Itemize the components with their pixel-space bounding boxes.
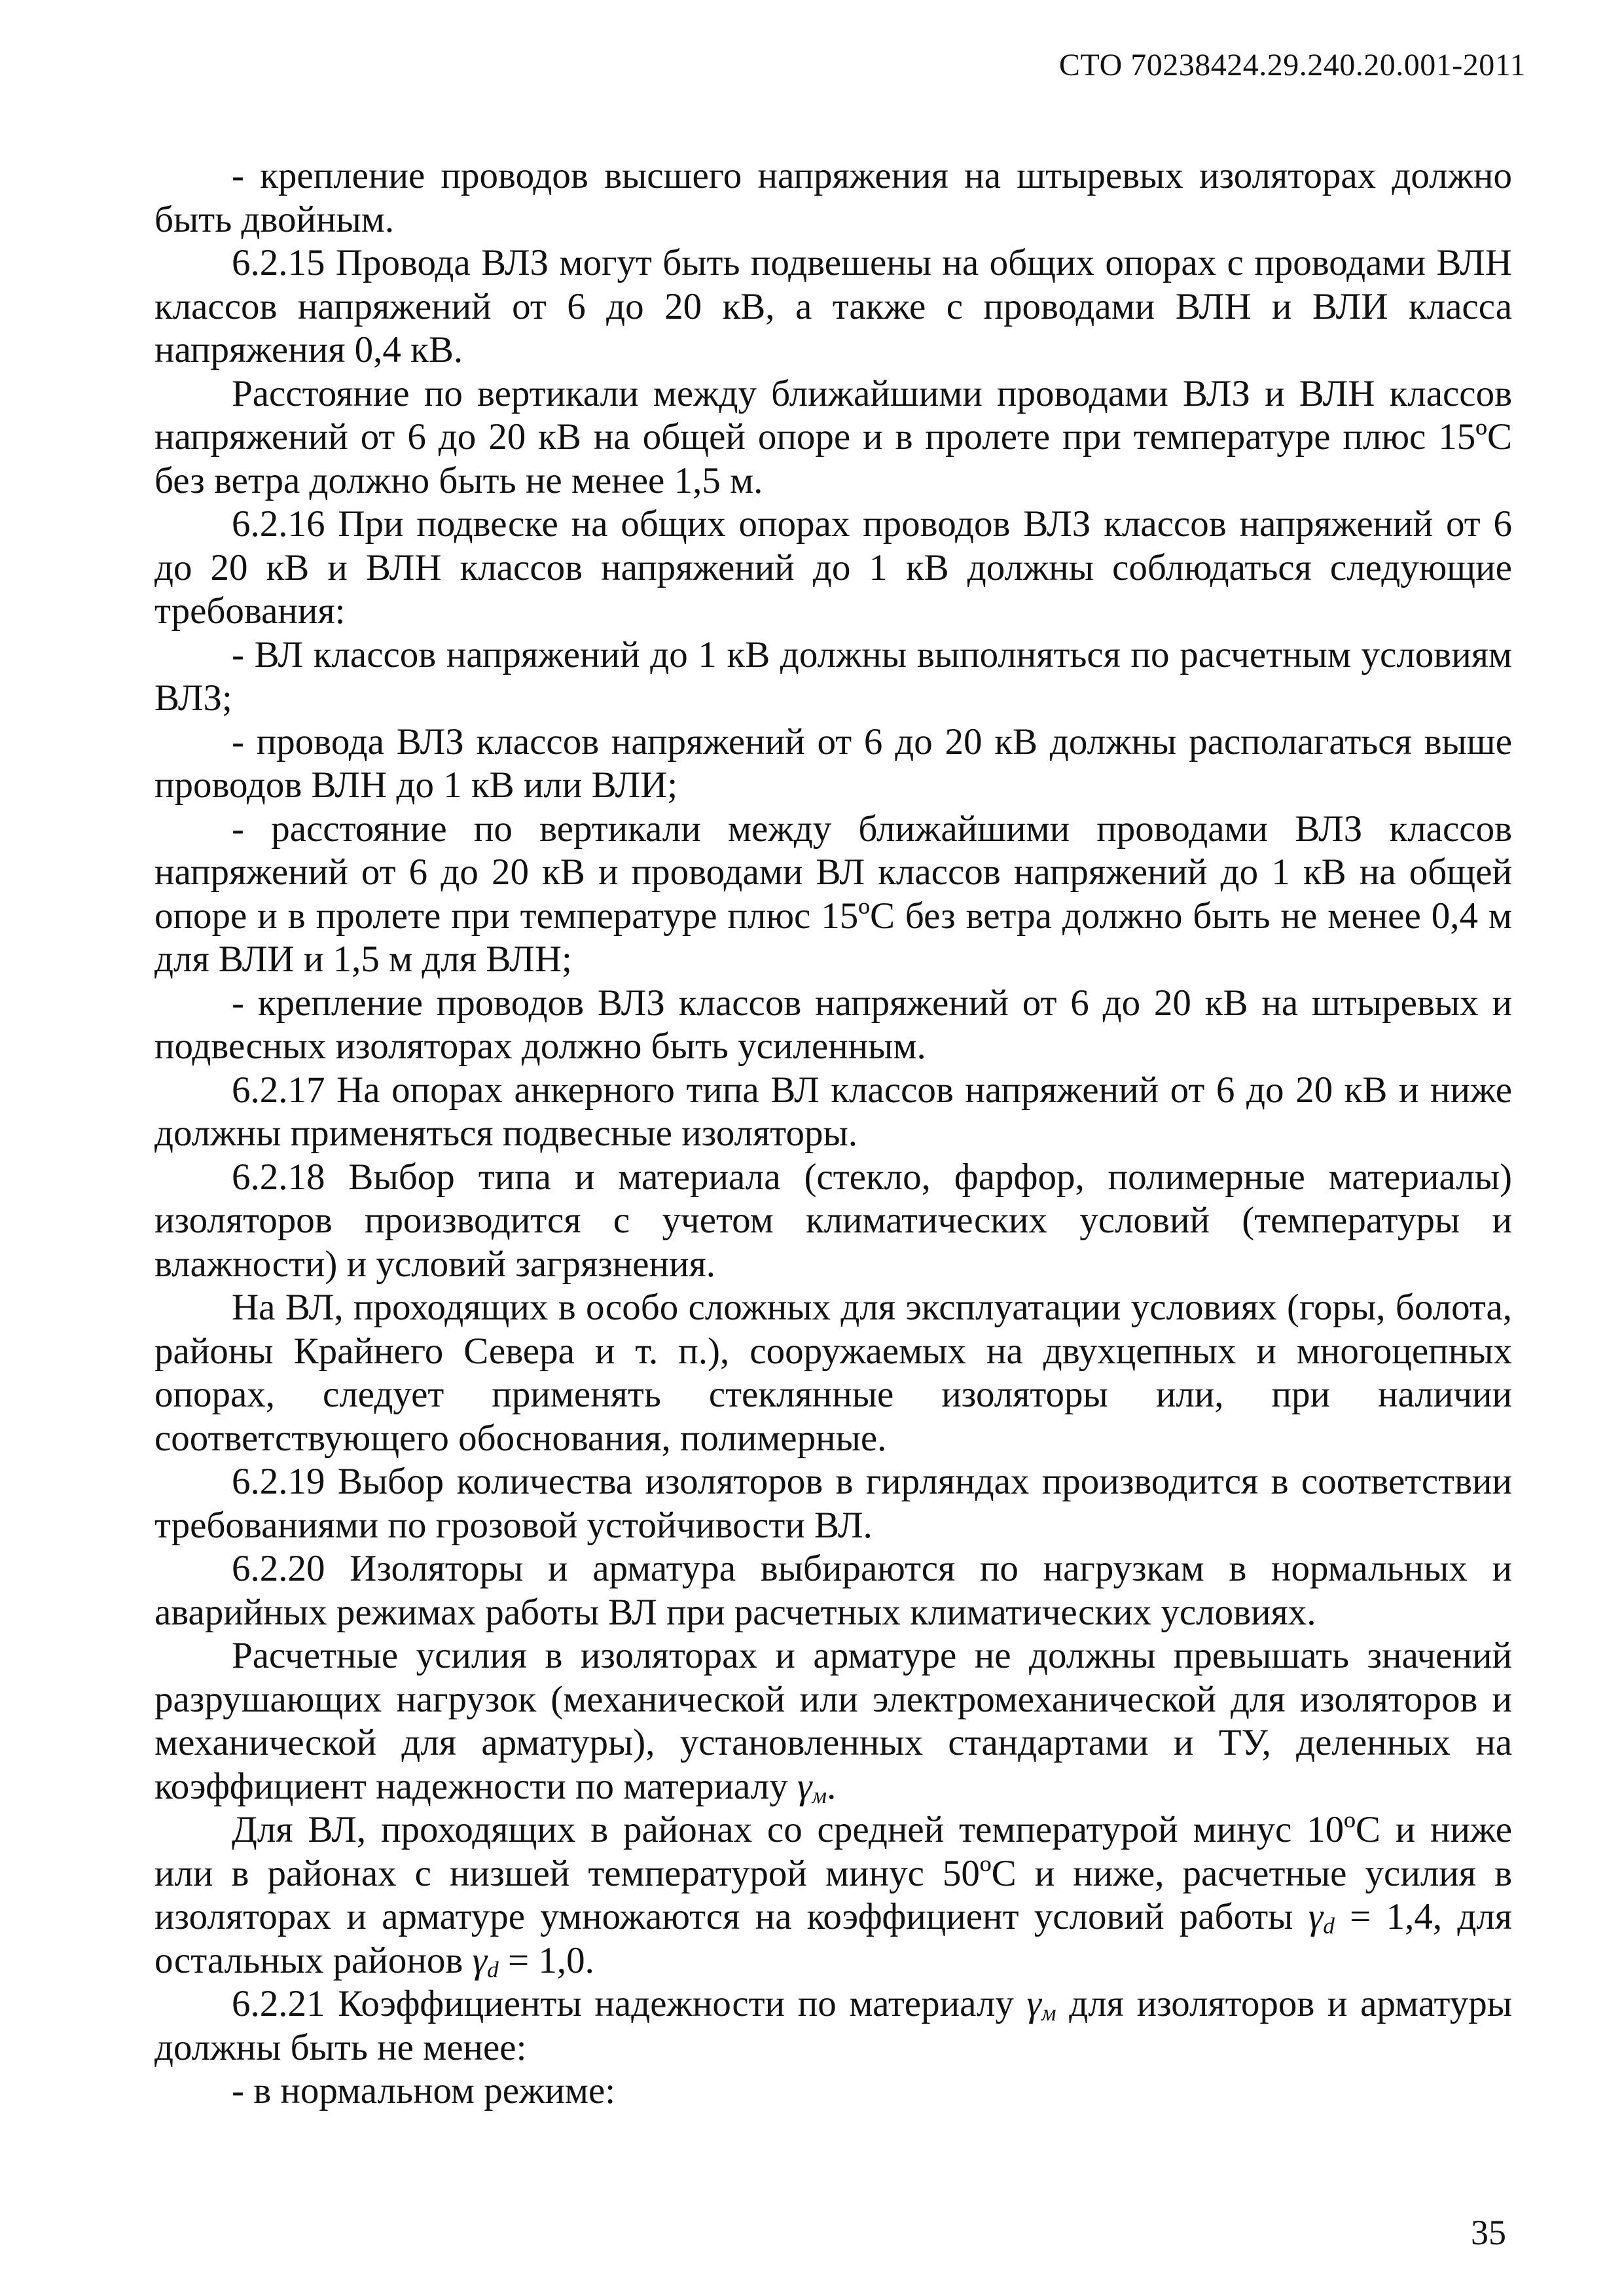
paragraph-vertical-distance-vlz-vln: Расстояние по вертикали между ближайшими проводами ВЛЗ и ВЛН классов напряжений от 6 до 20 кВ на общей опоре и в пролете при температуре плюс 15ºС без ветра должно быть не менее 1,5 м.: [154, 372, 1512, 501]
paragraph-6-2-16: 6.2.16 При подвеске на общих опорах проводов ВЛЗ классов напряжений от 6 до 20 кВ и ВЛН классов напряжений до 1 кВ должны соблюдаться следующие требования:: [154, 503, 1512, 632]
list-item-vlz-wires-above: - провода ВЛЗ классов напряжений от 6 до 20 кВ должны располагаться выше проводов ВЛН до 1 кВ или ВЛИ;: [154, 721, 1512, 806]
paragraph-6-2-18: 6.2.18 Выбор типа и материала (стекло, фарфор, полимерные материалы) изоляторов производится с учетом климатических условий (температуры и влажности) и условий загрязнения.: [154, 1156, 1512, 1285]
design-forces-text: Расчетные усилия в изоляторах и арматуре не должны превышать значений разрушающих нагрузок (механической или электромеханической для изоляторов и механической для арматуры), установленных стандартами и ТУ, деленных на коэффициент надежности по материалу: [154, 1635, 1512, 1807]
paragraph-6-2-21: 6.2.21 Коэффициенты надежности по материалу $\gamma_м$ для изоляторов и арматуры должны быть не менее:: [154, 1983, 1513, 2068]
reliability-coefficients-text: 6.2.21 Коэффициенты надежности по материалу: [232, 1983, 1014, 2024]
list-item-normal-mode: - в нормальном режиме:: [232, 2070, 616, 2111]
page-number: 35: [1471, 2213, 1506, 2252]
paragraph-design-forces: Расчетные усилия в изоляторах и арматуре не должны превышать значений разрушающих нагрузок (механической или электромеханической для изоляторов и механической для арматуры), установленных стандартами и ТУ, деленных на коэффициент надежности по материалу $\gamma_м$.: [154, 1635, 1512, 1808]
gamma-d-symbol: $\gamma_d$: [1308, 1896, 1335, 1939]
list-item-reinforced-fastening: - крепление проводов ВЛЗ классов напряжений от 6 до 20 кВ на штыревых и подвесных изоляторах должно быть усиленным.: [154, 982, 1512, 1067]
paragraph-work-conditions-coefficient: Для ВЛ, проходящих в районах со средней температурой минус 10ºС и ниже или в районах с низшей температурой минус 50ºС и ниже, расчетные усилия в изоляторах и арматуре умножаются на коэффициент условий работы $\gamma_d = 1,4$, для остальных районов $\gamma_d = 1,0$.: [154, 1809, 1513, 1982]
paragraph-6-2-20: 6.2.20 Изоляторы и арматура выбираются по нагрузкам в нормальных и аварийных режимах работы ВЛ при расчетных климатических условиях.: [154, 1548, 1512, 1633]
paragraph-6-2-17: 6.2.17 На опорах анкерного типа ВЛ классов напряжений от 6 до 20 кВ и ниже должны применяться подвесные изоляторы.: [154, 1069, 1512, 1154]
document-body: [154, 154, 1512, 2113]
document-code-header: СТО 70238424.29.240.20.001-2011: [1058, 48, 1526, 82]
paragraph-difficult-conditions: На ВЛ, проходящих в особо сложных для эксплуатации условиях (горы, болота, районы Крайнего Севера и т. п.), сооружаемых на двухцепных и многоцепных опорах, следует применять стеклянные изоляторы или, при наличии соответствующего обоснования, полимерные.: [154, 1287, 1512, 1459]
gamma-m-symbol: $\gamma_м$: [1026, 1983, 1056, 2026]
work-conditions-text: Для ВЛ, проходящих в районах со средней температурой минус 10ºС и ниже или в районах с низшей температурой минус 50ºС и ниже, расчетные усилия в изоляторах и арматуре умножаются на коэффициент условий работы: [154, 1809, 1512, 1937]
paragraph-6-2-15: 6.2.15 Провода ВЛЗ могут быть подвешены на общих опорах с проводами ВЛН классов напряжений от 6 до 20 кВ, а также с проводами ВЛН и ВЛИ класса напряжения 0,4 кВ.: [154, 242, 1512, 370]
list-item-vertical-distance: - расстояние по вертикали между ближайшими проводами ВЛЗ классов напряжений от 6 до 20 кВ и проводами ВЛ классов напряжений до 1 кВ на общей опоре и в пролете при температуре плюс 15ºС без ветра должно быть не менее 0,4 м для ВЛИ и 1,5 м для ВЛН;: [154, 808, 1512, 980]
paragraph-6-2-19: 6.2.19 Выбор количества изоляторов в гирляндах производится в соответствии требованиями по грозовой устойчивости ВЛ.: [154, 1461, 1512, 1546]
gamma-d-symbol: $\gamma_d$: [472, 1939, 499, 1982]
paragraph-fastening-double: - крепление проводов высшего напряжения на штыревых изоляторах должно быть двойным.: [154, 155, 1512, 240]
gamma-m-symbol: $\gamma_м$: [797, 1765, 827, 1808]
list-item-vl-design-conditions: - ВЛ классов напряжений до 1 кВ должны выполняться по расчетным условиям ВЛЗ;: [154, 634, 1512, 719]
